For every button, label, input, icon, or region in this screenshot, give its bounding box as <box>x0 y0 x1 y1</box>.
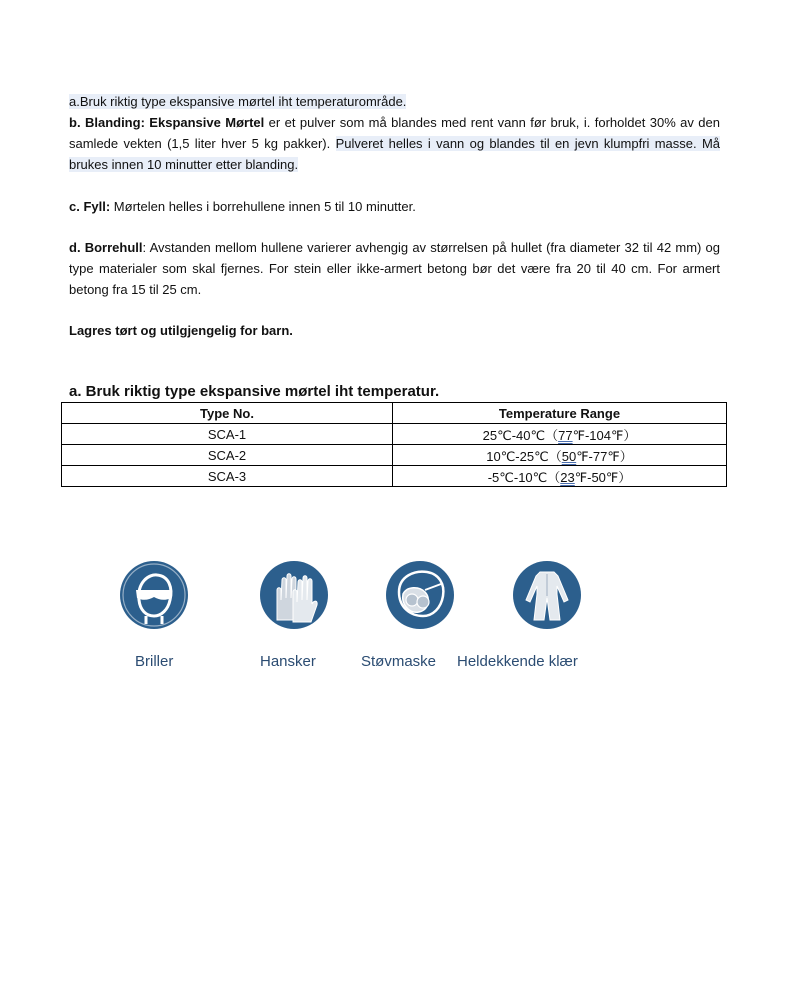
range-fahrenheit-rest: ℉-77℉） <box>576 448 633 464</box>
ppe-label-gloves: Hansker <box>260 653 316 670</box>
cell-type: SCA-1 <box>62 424 393 445</box>
cell-range <box>393 445 727 466</box>
paragraph-a <box>69 91 720 112</box>
paragraph-b-text: er et pulver som må blandes med rent vann før bruk, i. forholdet 30% av den samlede vekten (1,5 liter hver 5 kg pakker). <box>69 115 720 151</box>
ppe-label-dust-mask: Støvmaske <box>361 653 437 670</box>
ppe-label-coverall: Heldekkende klær <box>457 653 578 670</box>
paragraph-b <box>69 112 720 175</box>
ppe-icon-row <box>0 560 789 680</box>
table-header-row <box>62 403 727 424</box>
coverall-icon <box>512 560 582 630</box>
cell-range <box>393 424 727 445</box>
paragraph-d-text: : Avstanden mellom hullene varierer avhengig av størrelsen på hullet (fra diameter 32 til 42 mm) og type materialer som skal fjernes. For stein eller ikke-armert betong bør det være fra 20 til 40 cm. For armert betong fra 15 til 25 cm. <box>69 240 720 297</box>
range-celsius: 10℃-25℃ <box>486 448 549 464</box>
dust-mask-icon <box>385 560 455 630</box>
table-row <box>62 445 727 466</box>
cell-range <box>393 466 727 487</box>
goggles-icon <box>119 560 189 630</box>
column-header-type: Type No. <box>62 403 393 424</box>
gloves-icon <box>259 560 329 630</box>
range-open-paren: （ <box>547 469 561 485</box>
range-celsius: 25℃-40℃ <box>482 427 546 443</box>
range-fahrenheit-rest: ℉-104℉） <box>572 427 637 443</box>
column-header-range: Temperature Range <box>393 403 727 424</box>
table-row <box>62 466 727 487</box>
cell-type: SCA-2 <box>62 445 393 466</box>
ppe-label-goggles: Briller <box>135 653 174 670</box>
paragraph-c-text: Mørtelen helles i borrehullene innen 5 til 10 minutter. <box>110 199 416 214</box>
range-open-paren: （ <box>545 427 559 443</box>
temperature-table <box>61 402 727 487</box>
cell-type: SCA-3 <box>62 466 393 487</box>
range-fahrenheit-low: 77 <box>558 427 573 443</box>
range-fahrenheit-rest: ℉-50℉） <box>574 469 632 485</box>
paragraph-b-heading: b. Blanding: Ekspansive Mørtel <box>69 115 265 130</box>
paragraph-d <box>69 237 720 300</box>
table-row <box>62 424 727 445</box>
range-open-paren: （ <box>548 448 562 464</box>
paragraph-a-text: a.Bruk riktig type ekspansive mørtel iht temperaturområde. <box>69 94 407 109</box>
range-celsius: -5℃-10℃ <box>487 469 548 485</box>
table-title: a. Bruk riktig type ekspansive mørtel iht temperatur. <box>69 383 440 400</box>
paragraph-b-highlight: Pulveret helles i vann og blandes til en jevn klumpfri masse. Må brukes innen 10 minutter etter blanding. <box>69 136 721 172</box>
paragraph-d-heading: d. Borrehull <box>69 240 143 255</box>
paragraph-c-heading: c. Fyll: <box>69 199 111 214</box>
storage-note: Lagres tørt og utilgjengelig for barn. <box>69 323 293 338</box>
paragraph-c <box>69 196 720 217</box>
range-fahrenheit-low: 23 <box>560 469 575 485</box>
range-fahrenheit-low: 50 <box>561 448 577 464</box>
